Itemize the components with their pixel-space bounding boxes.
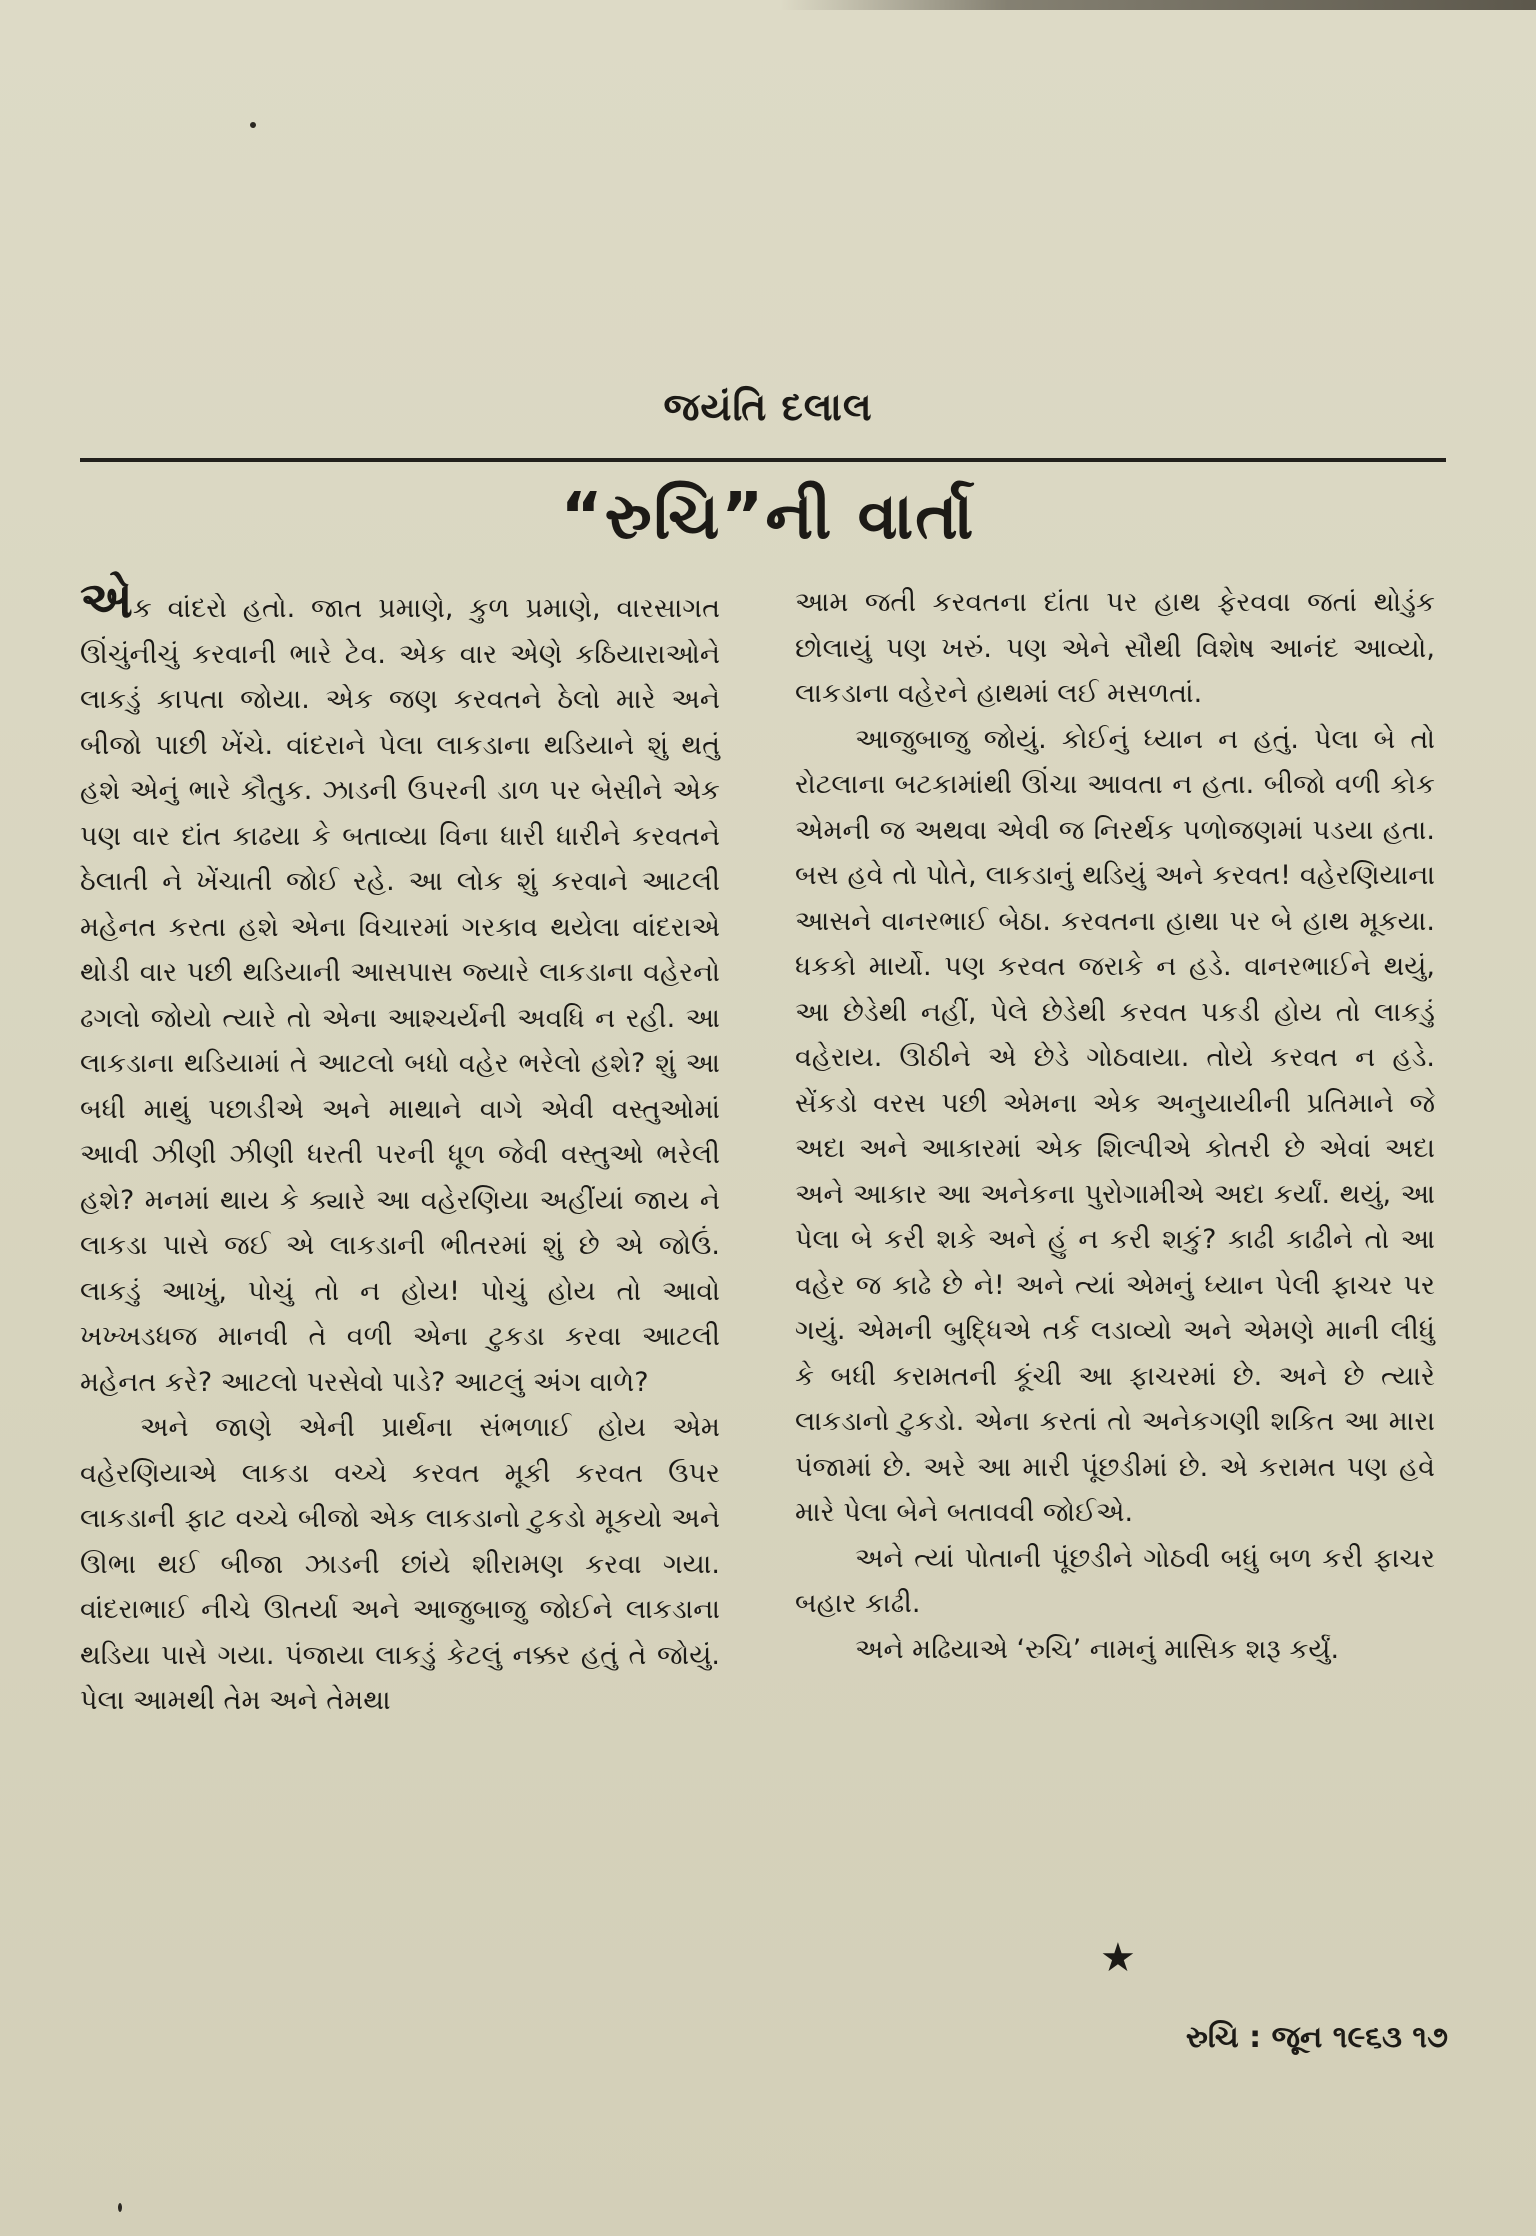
paragraph: અને જાણે એની પ્રાર્થના સંભળાઈ હોય એમ વહેરણિયાએ લાકડા વચ્ચે કરવત મૂકી કરવત ઉપર લાકડાની ફાટ વચ્ચે બીજો એક લાકડાનો ટુકડો મૂકયો અને ઊભા થઈ બીજા ઝાડની છાંયે શીરામણ કરવા ગયા. વાંદરાભાઈ નીચે ઊતર્યા અને આજુબાજુ જોઈને લાકડાના થડિયા પાસે ગયા. પંજાયા લાકડું કેટલું નક્કર હતું તે જોયું. પેલા આમથી તેમ અને તેમથા xyxy=(80,1412,720,1716)
star-ornament: ★ xyxy=(1100,1935,1136,1981)
paragraph xyxy=(80,571,720,1405)
right-column xyxy=(795,580,1435,1672)
paragraph: અને મઢિયાએ ‘રુચિ’ નામનું માસિક શરૂ કર્યું. xyxy=(855,1633,1340,1665)
article-title: “રુચિ”ની વાર્તા xyxy=(560,480,976,554)
page-footer: રુચિ : જૂન ૧૯૬૩ ૧૭ xyxy=(1185,2020,1448,2055)
paragraph: આજુબાજુ જોયું. કોઈનું ધ્યાન ન હતું. પેલા બે તો રોટલાના બટકામાંથી ઊંચા આવતા ન હતા. બીજો વળી કોક એમની જ અથવા એવી જ નિરર્થક પળોજણમાં પડયા હતા. બસ હવે તો પોતે, લાકડાનું થડિયું અને કરવત! વહેરણિયાના આસને વાનરભાઈ બેઠા. કરવતના હાથા પર બે હાથ મૂકયા. ધકકો માર્યો. પણ કરવત જરાકે ન હડે. વાનરભાઈને થયું, આ છેડેથી નહીં, પેલે છેડેથી કરવત પકડી હોય તો લાકડું વહેરાય. ઊઠીને એ છેડે ગોઠવાયા. તોયે કરવત ન હડે. સેંકડો વરસ પછી એમના એક અનુયાયીની પ્રતિમાને જે અદા અને આકારમાં એક શિલ્પીએ કોતરી છે એવાં અદા અને આકાર આ અનેકના પુરોગામીએ અદા કર્યાં. થયું, આ પેલા બે કરી શકે અને હું ન કરી શકું? કાઢી કાઢીને તો આ વહેર જ કાઢે છે ને! અને ત્યાં એમનું ધ્યાન પેલી ફાચર પર ગયું. એમની બુદ્ધિએ તર્ક લડાવ્યો અને એમણે માની લીધું કે બધી કરામતની કૂંચી આ ફાચરમાં છે. અને છે ત્યારે લાકડાનો ટુકડો. એના કરતાં તો અનેકગણી શકિત આ મારા પંજામાં છે. અરે આ મારી પૂંછડીમાં છે. એ કરામત પણ હવે મારે પેલા બેને બતાવવી જોઈએ. xyxy=(795,723,1435,1528)
ink-speck xyxy=(118,2203,122,2212)
paragraph: આમ જતી કરવતના દાંતા પર હાથ ફેરવવા જતાં થોડુંક છોલાયું પણ ખરું. પણ એને સૌથી વિશેષ આનંદ આવ્યો, લાકડાના વહેરને હાથમાં લઈ મસળતાં. xyxy=(795,587,1435,709)
paragraph-text: ક વાંદરો હતો. જાત પ્રમાણે, કુળ પ્રમાણે, વારસાગત ઊંચુંનીચું કરવાની ભારે ટેવ. એક વાર એણે કઠિયારાઓને લાકડું કાપતા જોયા. એક જણ કરવતને ઠેલો મારે અને બીજો પાછી ખેંચે. વાંદરાને પેલા લાકડાના થડિયાને શું થતું હશે એનું ભારે કૌતુક. ઝાડની ઉપરની ડાળ પર બેસીને એક પણ વાર દાંત કાઢયા કે બતાવ્યા વિના ધારી ધારીને કરવતને ઠેલાતી ને ખેંચાતી જોઈ રહે. આ લોક શું કરવાને આટલી મહેનત કરતા હશે એના વિચારમાં ગરકાવ થયેલા વાંદરાએ થોડી વાર પછી થડિયાની આસપાસ જ્યારે લાકડાના વહેરનો ઢગલો જોયો ત્યારે તો એના આશ્ચર્યની અવધિ ન રહી. આ લાકડાના થડિયામાં તે આટલો બધો વહેર ભરેલો હશે? શું આ બધી માથું પછાડીએ અને માથાને વાગે એવી વસ્તુઓમાં આવી ઝીણી ઝીણી ધરતી પરની ધૂળ જેવી વસ્તુઓ ભરેલી હશે? મનમાં થાય કે ક્યારે આ વહેરણિયા અહીંયાં જાય ને લાકડા પાસે જઈ એ લાકડાની ભીતરમાં શું છે એ જોઉં. લાકડું આખું, પોચું તો ન હોય! પોચું હોય તો આવો ખખ્ખડધજ માનવી તે વળી એના ટુકડા કરવા આટલી મહેનત કરે? આટલો પરસેવો પાડે? આટલું અંગ વાળે? xyxy=(80,593,720,1398)
drop-cap: એ xyxy=(80,571,133,629)
title-divider xyxy=(80,458,1446,462)
author-name: જયંતિ દલાલ xyxy=(663,385,873,429)
page-edge-shadow xyxy=(780,0,1536,10)
paragraph: અને ત્યાં પોતાની પૂંછડીને ગોઠવી બધું બળ કરી ફાચર બહાર કાઢી. xyxy=(795,1542,1435,1619)
ink-speck xyxy=(250,122,256,128)
left-column xyxy=(80,571,720,1724)
